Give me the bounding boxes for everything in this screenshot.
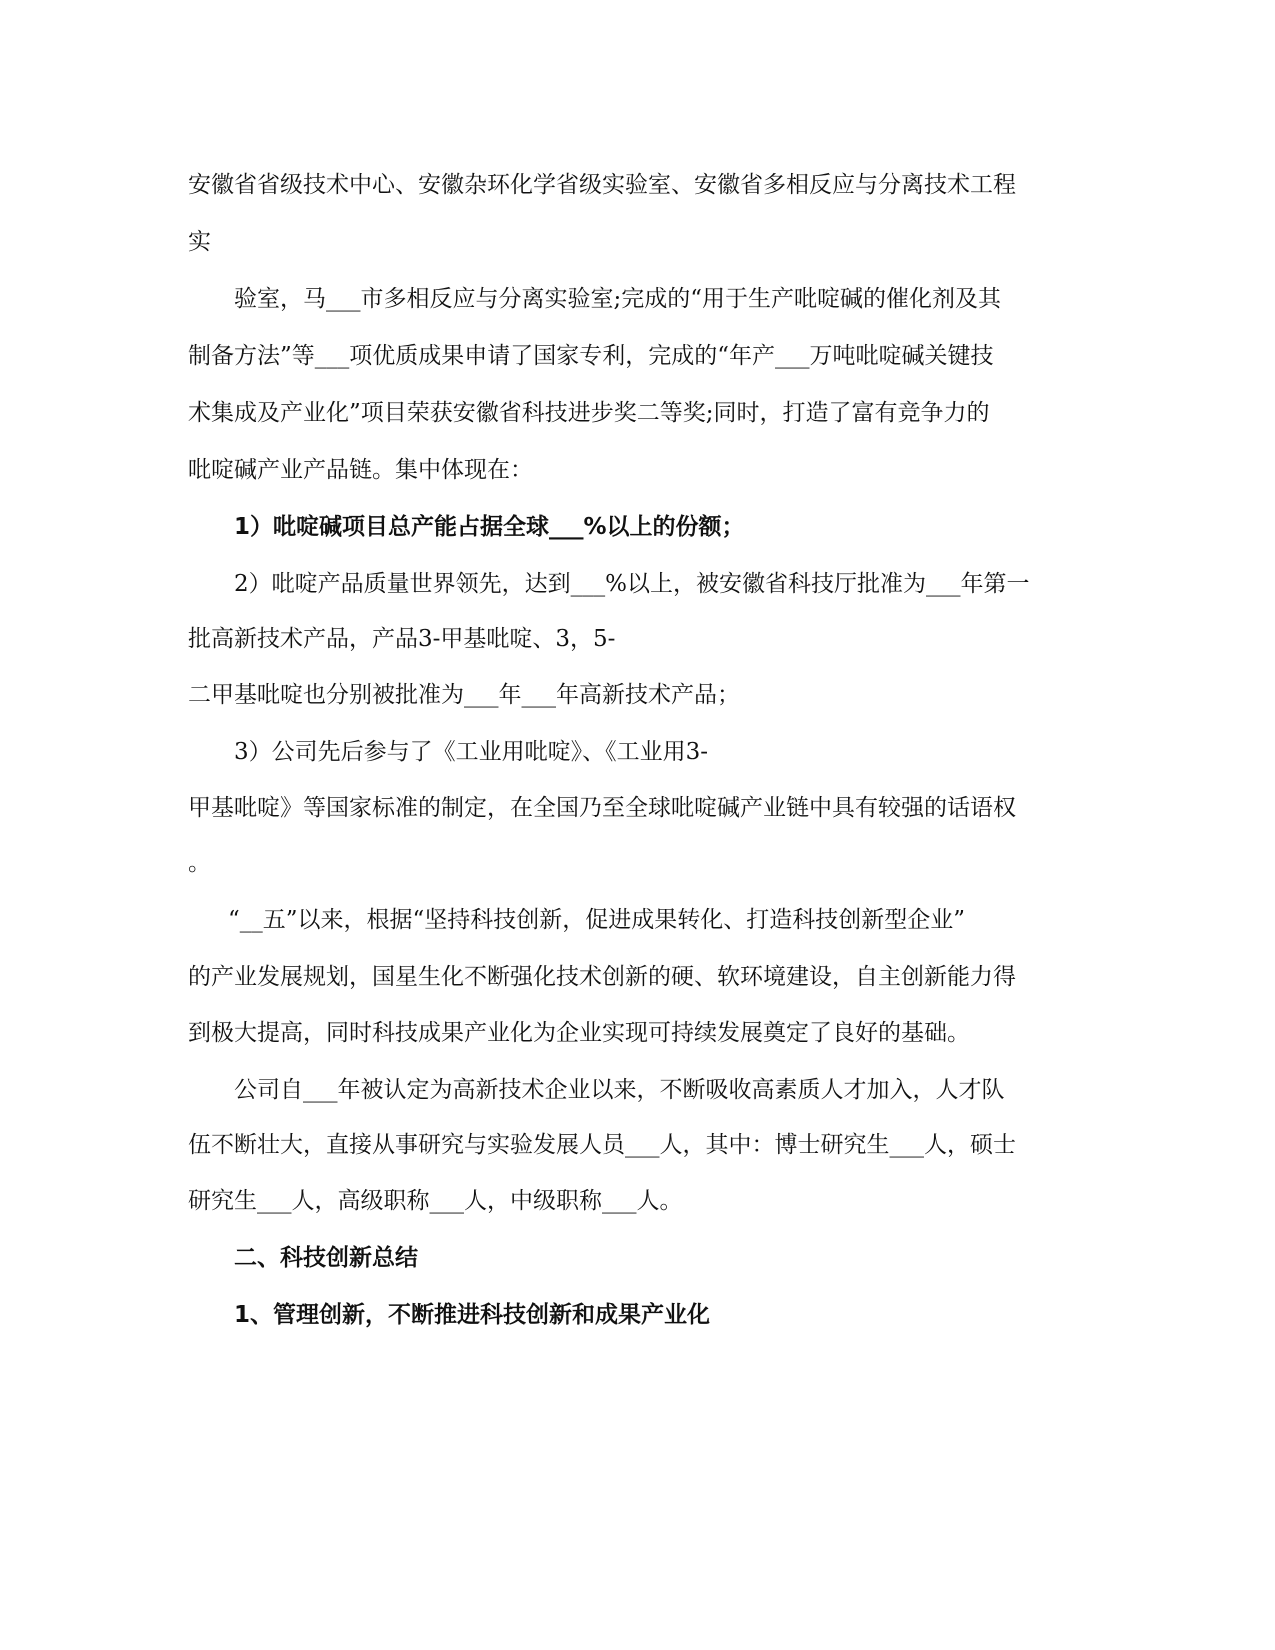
paragraph-line: 。 bbox=[188, 850, 211, 876]
paragraph-line: 制备方法”等___项优质成果申请了国家专利，完成的“年产___万吨吡啶碱关键技 bbox=[188, 343, 994, 369]
paragraph-line: “__五”以来，根据“坚持科技创新，促进成果转化、打造科技创新型企业” bbox=[228, 907, 966, 933]
paragraph-line: 伍不断壮大，直接从事研究与实验发展人员___人，其中：博士研究生___人，硕士 bbox=[188, 1132, 1016, 1158]
paragraph-line: 公司自___年被认定为高新技术企业以来，不断吸收高素质人才加入，人才队 bbox=[234, 1077, 1005, 1103]
subsection-heading: 1、管理创新，不断推进科技创新和成果产业化 bbox=[234, 1302, 711, 1328]
list-item-bold: 1）吡啶碱项目总产能占据全球___%以上的份额； bbox=[234, 514, 745, 540]
list-item: 3）公司先后参与了《工业用吡啶》、《工业用3- bbox=[234, 739, 709, 765]
paragraph-line: 实 bbox=[188, 229, 211, 255]
paragraph-line: 吡啶碱产业产品链。集中体现在： bbox=[188, 457, 533, 483]
paragraph-line: 安徽省省级技术中心、安徽杂环化学省级实验室、安徽省多相反应与分离技术工程 bbox=[188, 172, 1016, 198]
list-item: 2）吡啶产品质量世界领先，达到___%以上，被安徽省科技厅批准为___年第一 bbox=[234, 571, 1030, 597]
paragraph-line: 到极大提高，同时科技成果产业化为企业实现可持续发展奠定了良好的基础。 bbox=[188, 1020, 970, 1046]
paragraph-line: 的产业发展规划，国星生化不断强化技术创新的硬、软环境建设，自主创新能力得 bbox=[188, 964, 1016, 990]
paragraph-line: 研究生___人，高级职称___人，中级职称___人。 bbox=[188, 1188, 683, 1214]
paragraph-line: 甲基吡啶》等国家标准的制定，在全国乃至全球吡啶碱产业链中具有较强的话语权 bbox=[188, 795, 1016, 821]
paragraph-line: 验室，马___市多相反应与分离实验室;完成的“用于生产吡啶碱的催化剂及其 bbox=[234, 286, 1002, 312]
paragraph-line: 二甲基吡啶也分别被批准为___年___年高新技术产品； bbox=[188, 682, 740, 708]
paragraph-line: 批高新技术产品，产品3-甲基吡啶、3，5- bbox=[188, 626, 616, 652]
section-heading: 二、科技创新总结 bbox=[234, 1245, 418, 1271]
paragraph-line: 术集成及产业化”项目荣获安徽省科技进步奖二等奖;同时，打造了富有竞争力的 bbox=[188, 400, 990, 426]
